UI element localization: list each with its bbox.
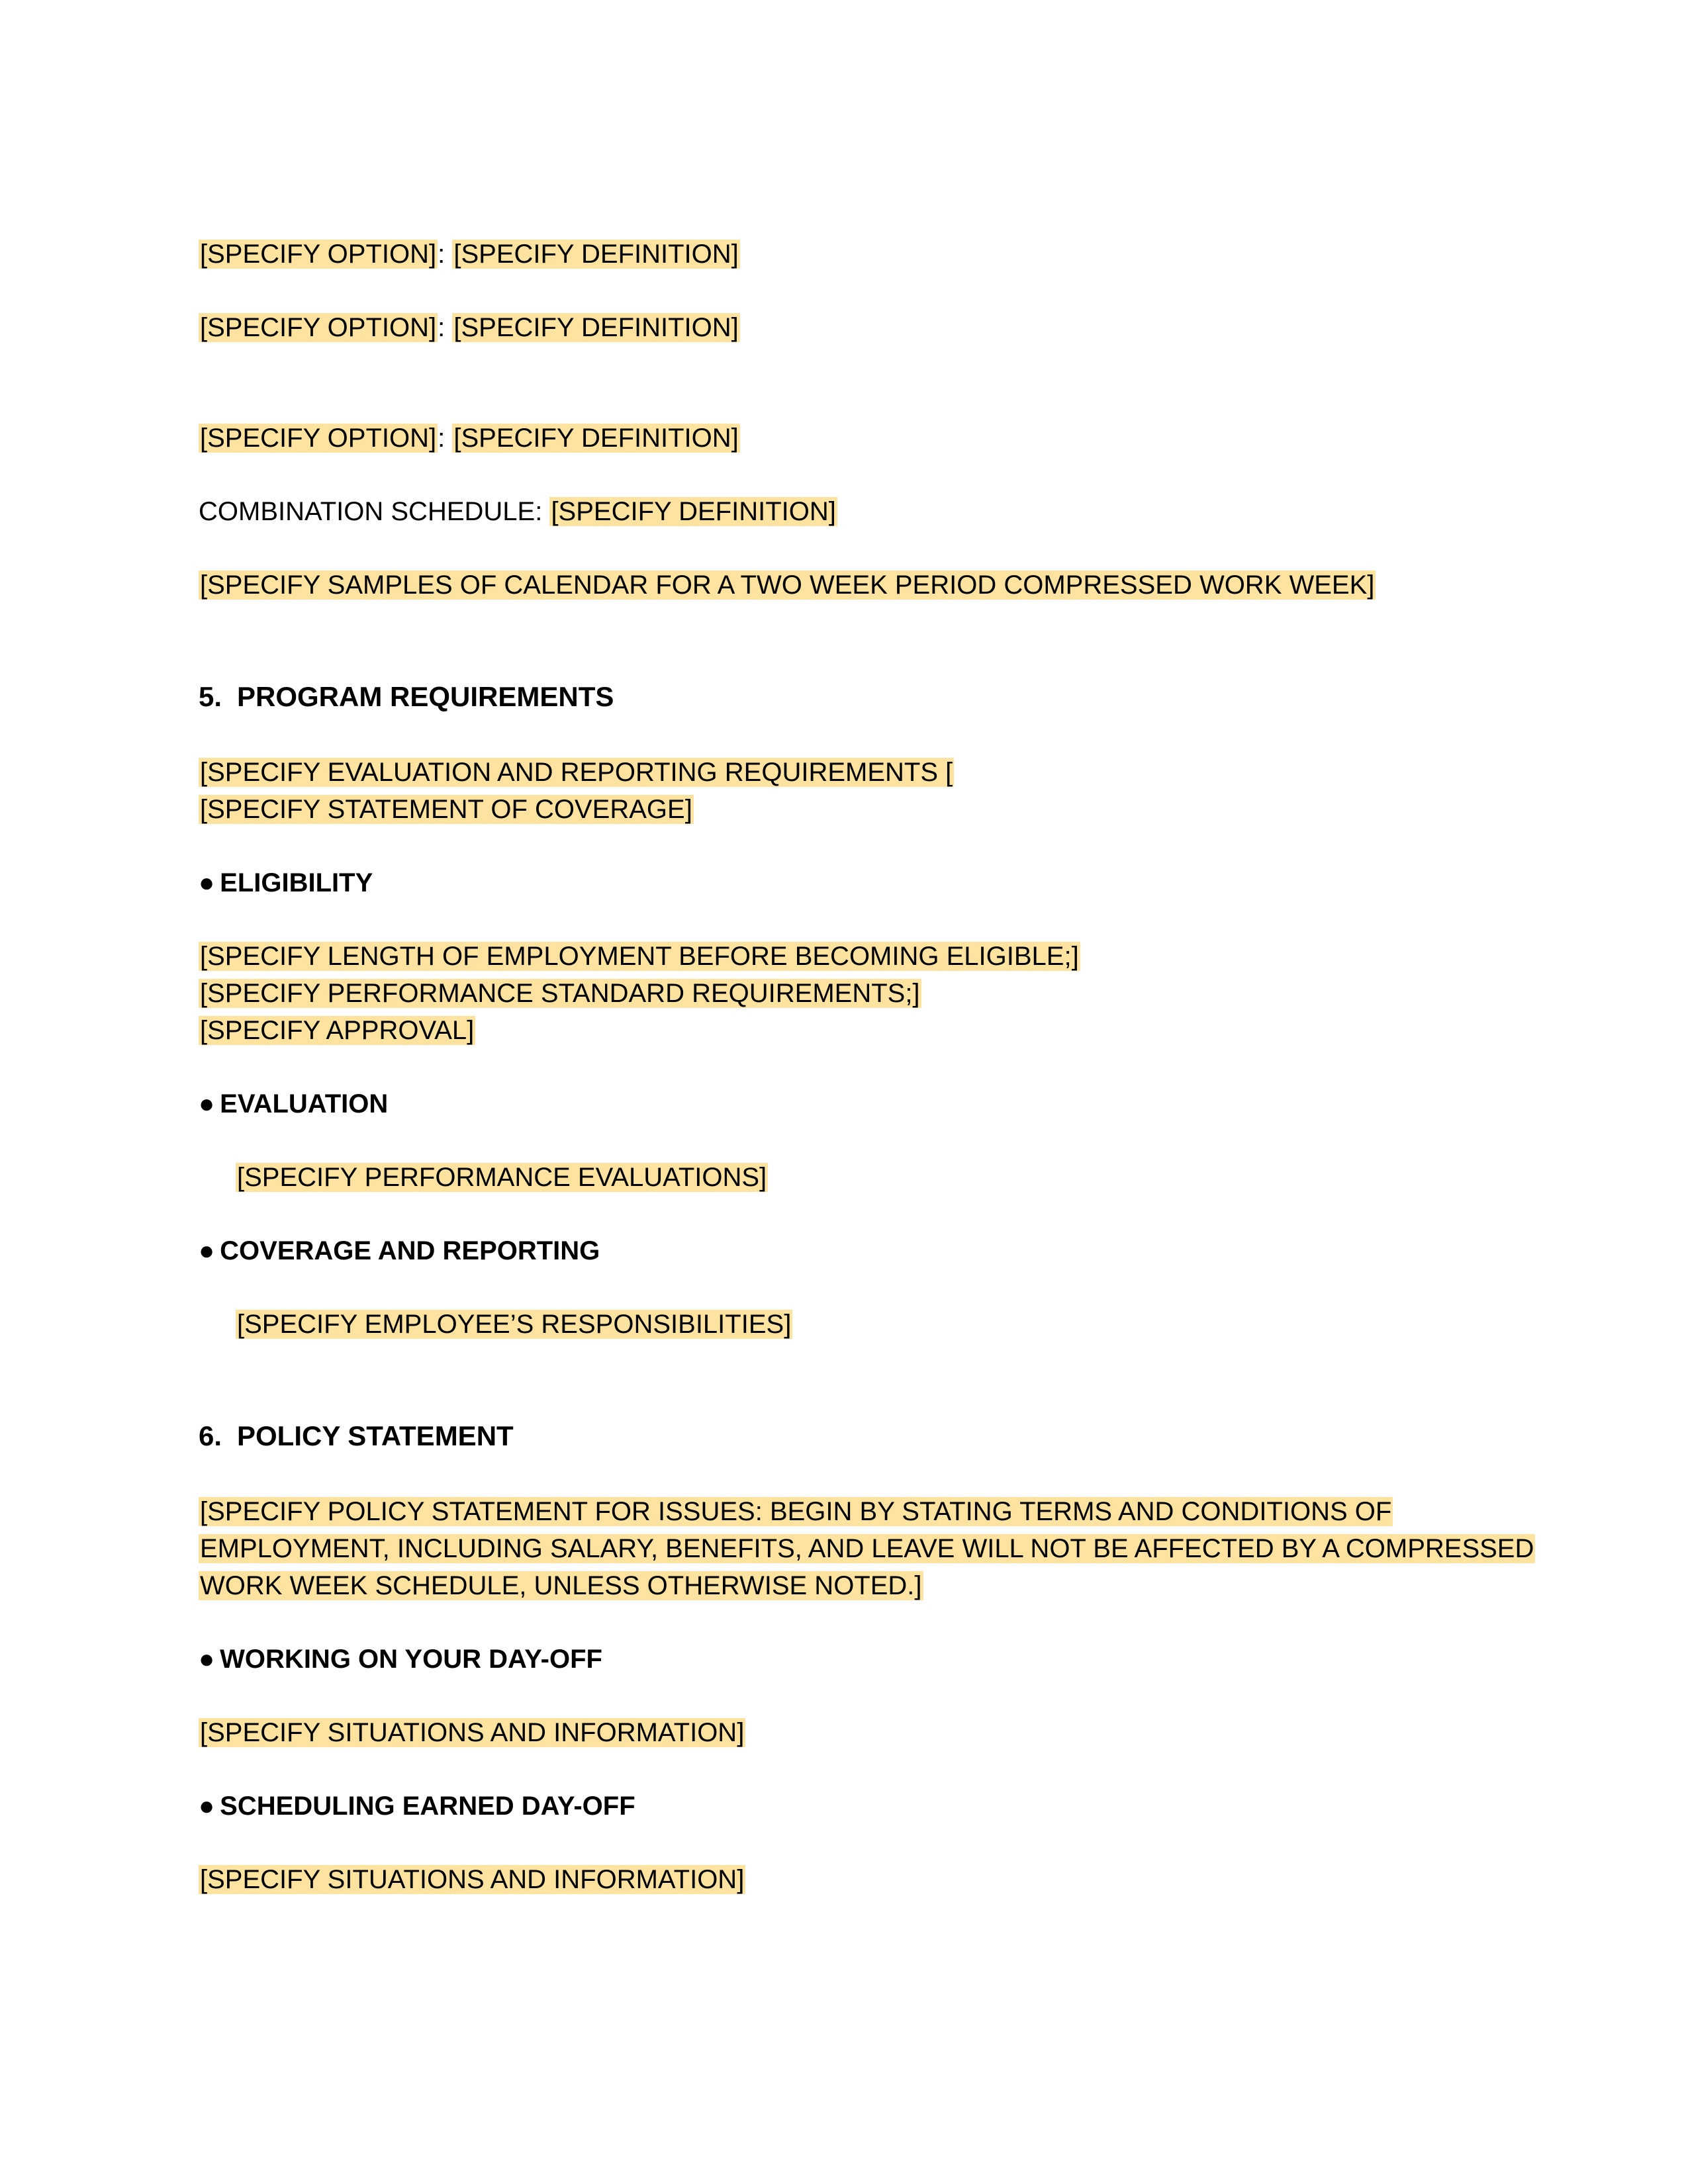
definition-placeholder: [SPECIFY DEFINITION] <box>453 424 739 453</box>
bullet-icon: ● <box>199 1792 215 1821</box>
placeholder-text: [SPECIFY SITUATIONS AND INFORMATION] <box>200 1718 745 1747</box>
bullet-title: SCHEDULING EARNED DAY-OFF <box>220 1792 635 1821</box>
eligibility-line-2 <box>199 975 921 1012</box>
section-5-intro-line-2 <box>199 791 694 828</box>
bullet-title: COVERAGE AND REPORTING <box>220 1236 600 1265</box>
day-off-bullet-heading <box>199 1641 602 1678</box>
coverage-line <box>236 1306 792 1343</box>
option-separator: : <box>438 424 453 453</box>
eligibility-line-3 <box>199 1012 475 1049</box>
evaluation-bullet-heading <box>199 1085 388 1122</box>
bullet-icon: ● <box>199 1645 215 1674</box>
eligibility-line-1 <box>199 938 1080 975</box>
placeholder-text: [SPECIFY EVALUATION AND REPORTING REQUIREMENTS [ <box>200 758 953 787</box>
placeholder-text: [SPECIFY SITUATIONS AND INFORMATION] <box>200 1865 745 1894</box>
section-title: PROGRAM REQUIREMENTS <box>237 681 614 712</box>
day-off-line <box>199 1714 745 1751</box>
combination-label: COMBINATION SCHEDULE: <box>199 497 550 526</box>
section-number: 5. <box>199 681 222 712</box>
definition-placeholder: [SPECIFY DEFINITION] <box>453 313 739 342</box>
definition-placeholder: [SPECIFY DEFINITION] <box>551 497 836 526</box>
section-number: 6. <box>199 1420 222 1451</box>
bullet-icon: ● <box>199 1089 215 1118</box>
section-5-heading <box>199 678 614 715</box>
coverage-bullet-heading <box>199 1232 600 1269</box>
section-6-intro-line-2 <box>199 1530 1535 1567</box>
bullet-icon: ● <box>199 868 215 897</box>
evaluation-line <box>236 1159 768 1196</box>
definition-placeholder: [SPECIFY DEFINITION] <box>453 240 739 269</box>
bullet-title: EVALUATION <box>220 1089 389 1118</box>
placeholder-text: [SPECIFY EMPLOYEE’S RESPONSIBILITIES] <box>237 1310 792 1339</box>
placeholder-text: WORK WEEK SCHEDULE, UNLESS OTHERWISE NOTED.] <box>200 1571 922 1600</box>
option-line-2 <box>199 309 740 346</box>
bullet-title: WORKING ON YOUR DAY-OFF <box>220 1645 602 1674</box>
section-title: POLICY STATEMENT <box>237 1420 514 1451</box>
placeholder-text: [SPECIFY PERFORMANCE EVALUATIONS] <box>237 1163 767 1192</box>
option-line-1 <box>199 236 740 273</box>
calendar-sample-line <box>199 567 1376 604</box>
option-placeholder: [SPECIFY OPTION] <box>200 313 437 342</box>
section-6-intro-line-1 <box>199 1493 1393 1530</box>
earned-day-off-line <box>199 1861 745 1898</box>
earned-day-off-bullet-heading <box>199 1788 635 1825</box>
eligibility-bullet-heading <box>199 864 373 901</box>
bullet-title: ELIGIBILITY <box>220 868 373 897</box>
option-line-3 <box>199 420 740 457</box>
placeholder-text: [SPECIFY LENGTH OF EMPLOYMENT BEFORE BECOMING ELIGIBLE;] <box>200 942 1079 971</box>
option-placeholder: [SPECIFY OPTION] <box>200 240 437 269</box>
placeholder-text: [SPECIFY PERFORMANCE STANDARD REQUIREMENTS;] <box>200 979 920 1008</box>
section-5-intro-line-1 <box>199 754 954 791</box>
bullet-icon: ● <box>199 1236 215 1265</box>
option-separator: : <box>438 313 453 342</box>
placeholder-text: EMPLOYMENT, INCLUDING SALARY, BENEFITS, AND LEAVE WILL NOT BE AFFECTED BY A COMPRESSED <box>200 1534 1534 1563</box>
section-6-intro-line-3 <box>199 1567 923 1604</box>
section-6-heading <box>199 1418 514 1455</box>
placeholder-text: [SPECIFY APPROVAL] <box>200 1016 475 1045</box>
option-separator: : <box>438 240 453 269</box>
calendar-sample-placeholder: [SPECIFY SAMPLES OF CALENDAR FOR A TWO WEEK PERIOD COMPRESSED WORK WEEK] <box>200 570 1375 600</box>
option-placeholder: [SPECIFY OPTION] <box>200 424 437 453</box>
placeholder-text: [SPECIFY STATEMENT OF COVERAGE] <box>200 795 692 824</box>
combination-schedule-line <box>199 493 837 530</box>
placeholder-text: [SPECIFY POLICY STATEMENT FOR ISSUES: BEGIN BY STATING TERMS AND CONDITIONS OF <box>200 1497 1392 1526</box>
